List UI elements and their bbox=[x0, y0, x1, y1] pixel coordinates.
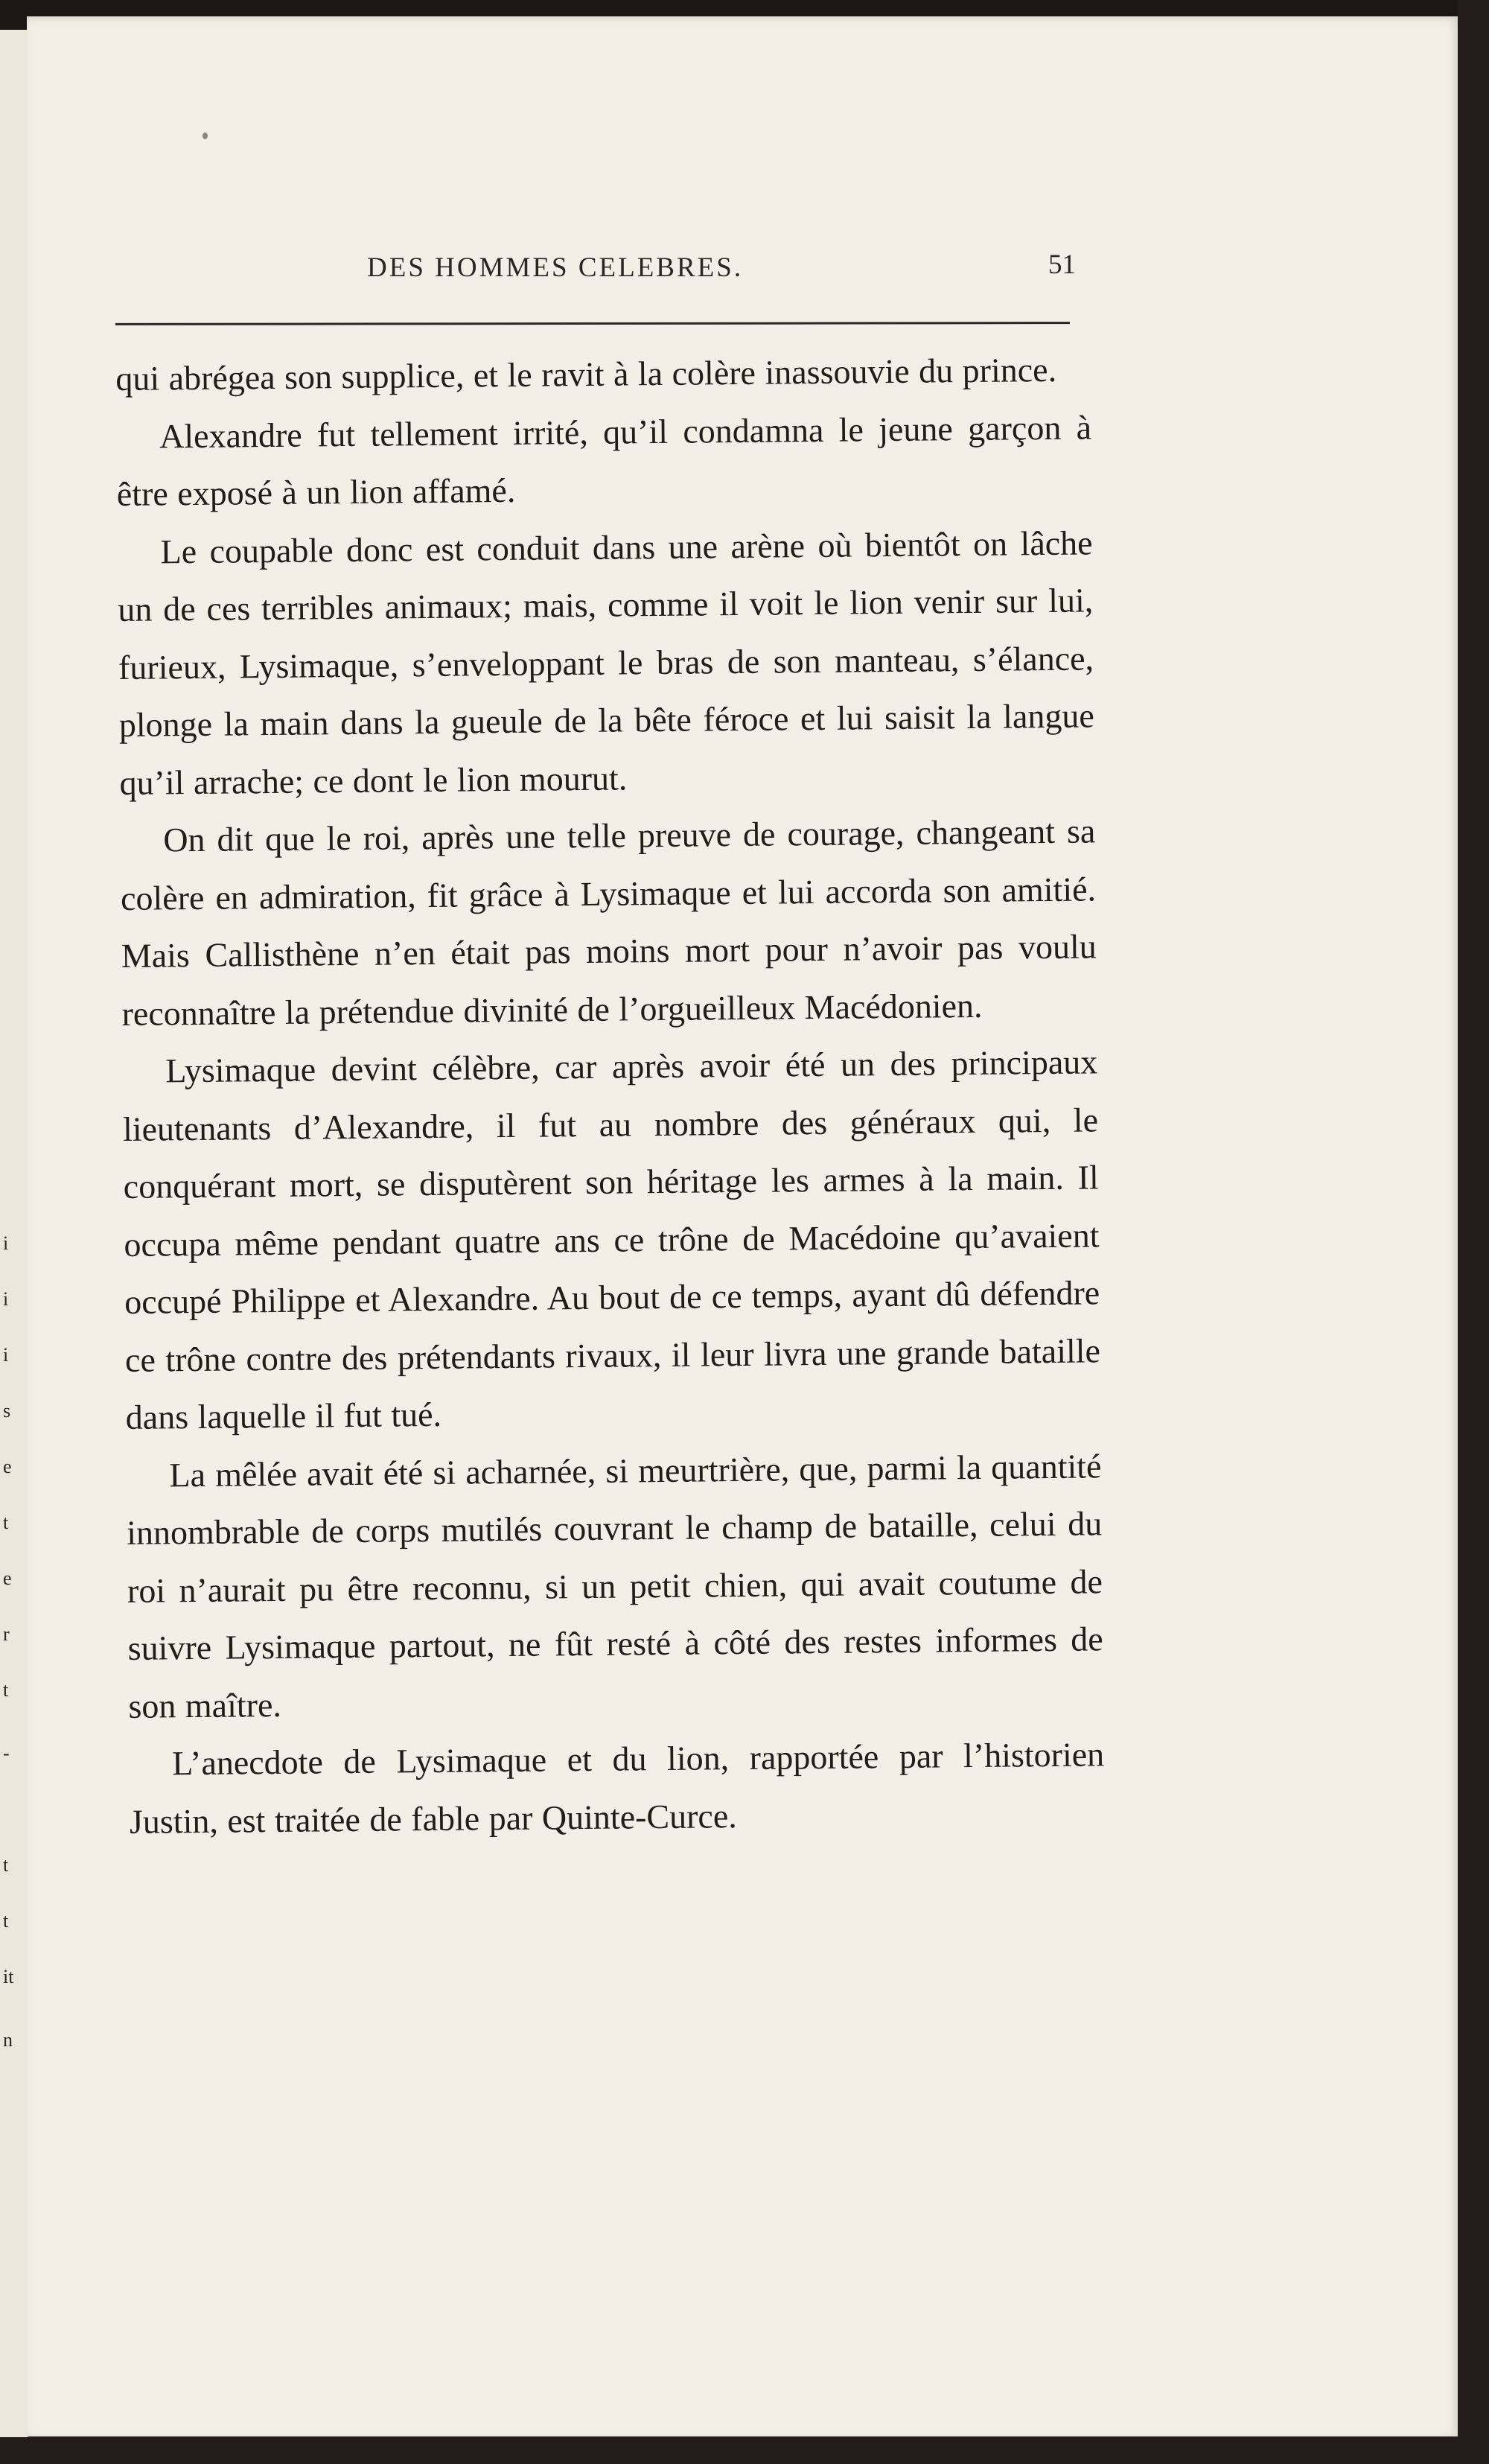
bottom-book-edge bbox=[0, 2437, 1489, 2464]
edge-glyph: it bbox=[3, 1966, 14, 1987]
edge-glyph: - bbox=[3, 1742, 10, 1764]
running-header-title: DES HOMMES CELEBRES. bbox=[367, 252, 744, 283]
page-number: 51 bbox=[1048, 249, 1076, 280]
right-book-edge bbox=[1458, 0, 1489, 2464]
edge-glyph: t bbox=[3, 1512, 9, 1533]
edge-glyph: t bbox=[3, 1910, 9, 1932]
paragraph: La mêlée avait été si acharnée, si meurtrière, que, parmi la quantité innombrable de corps mutilés couvrant le champ de bataille, celui du roi n’aurait pu être reconnu, si un petit chien, qui avait coutume de suivre Lysimaque partout, ne fût resté à côté des restes informes de son maître. bbox=[127, 1446, 1103, 1725]
paragraph: Lysimaque devint célèbre, car après avoir été un des principaux lieutenants d’Alexandre, il fut au nombre des généraux qui, le conquérant mort, se disputèrent son héritage les armes à la main. Il occupa même pendant quatre ans ce trône de Macédoine qu’avaient occupé Philippe et Alexandre. Au bout de ce temps, ayant dû défendre ce trône contre des prétendants rivaux, il leur livra une grande bataille dans laquelle il fut tué. bbox=[122, 1042, 1101, 1436]
text-body bbox=[115, 340, 1105, 1850]
edge-glyph: t bbox=[3, 1854, 9, 1876]
paragraph: qui abrégea son supplice, et le ravit à la colère inassouvie du prince. bbox=[115, 350, 1057, 398]
edge-glyph: e bbox=[3, 1567, 12, 1589]
edge-glyph: i bbox=[3, 1288, 9, 1310]
running-header bbox=[115, 249, 1076, 296]
paragraph: Le coupable donc est conduit dans une arène où bientôt on lâche un de ces terribles animaux; mais, comme il voit le lion venir sur lui, furieux, Lysimaque, s’enveloppant le bras de son manteau, s’élance, plonge la main dans la gueule de la bête féroce et lui saisit la langue qu’il arrache; ce dont le lion mourut. bbox=[118, 523, 1095, 802]
edge-glyph: s bbox=[3, 1400, 11, 1422]
edge-glyph: r bbox=[3, 1623, 10, 1645]
paragraph: On dit que le roi, après une telle preuve de courage, changeant sa colère en admiration, fit grâce à Lysimaque et lui accorda son amitié. Mais Callisthène n’en était pas moins mort pour n’avoir pas voulu reconnaître la prétendue divinité de l’orgueilleux Macédonien. bbox=[120, 812, 1097, 1033]
edge-glyph: t bbox=[3, 1679, 9, 1701]
paragraph: Alexandre fut tellement irrité, qu’il condamna le jeune garçon à être exposé à un lion affamé. bbox=[116, 407, 1092, 513]
edge-glyph: e bbox=[3, 1456, 12, 1477]
edge-glyph: n bbox=[3, 2029, 13, 2051]
edge-glyph: i bbox=[3, 1344, 9, 1366]
edge-glyph: i bbox=[3, 1232, 9, 1254]
ink-speck bbox=[203, 133, 208, 139]
facing-page-edge bbox=[0, 30, 28, 2457]
paragraph: L’anecdote de Lysimaque et du lion, rapportée par l’historien Justin, est traitée de fable par Quinte-Curce. bbox=[129, 1735, 1105, 1841]
